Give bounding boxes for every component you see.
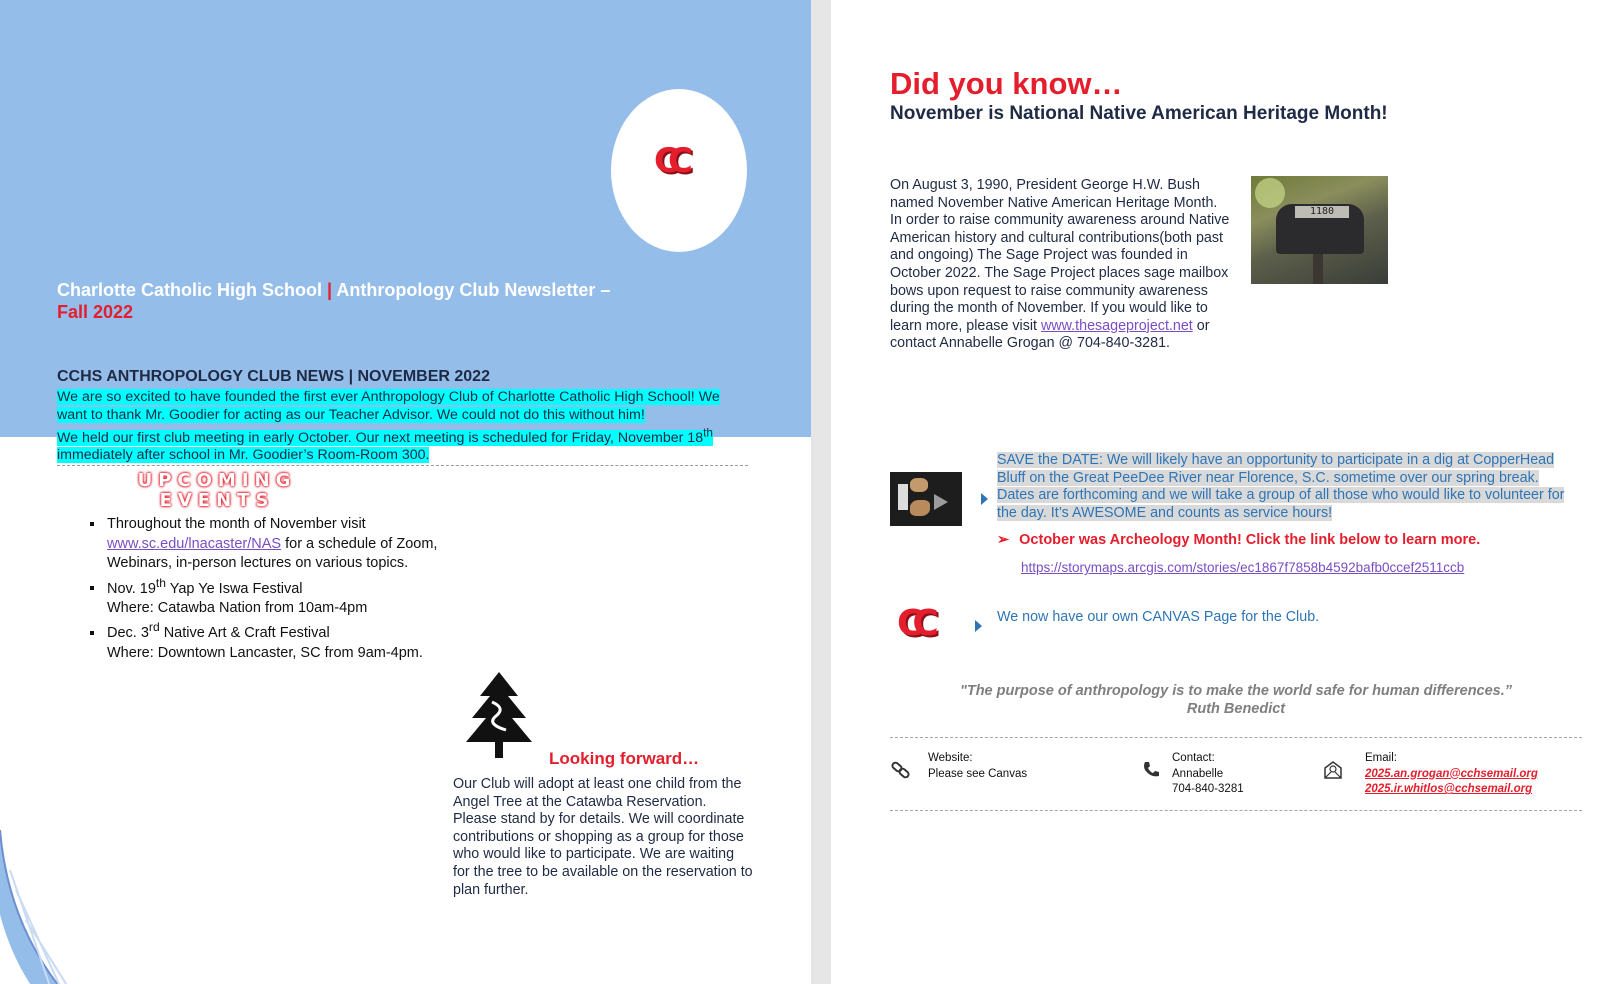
heritage-text-end: or contact Annabelle Grogan @ 704-840-3281.: [890, 317, 1210, 352]
upcoming-events-wordart: [72, 471, 362, 511]
list-item: [105, 515, 465, 574]
title-separator: |: [327, 280, 333, 300]
item-date-sup: th: [155, 575, 166, 590]
corner-decoration: [0, 830, 100, 984]
footer-divider-bottom: [890, 810, 1582, 811]
news-line-2-sup: th: [703, 425, 713, 439]
news-body: [57, 389, 752, 465]
sage-mailbox-photo: [1251, 176, 1388, 284]
arrow-bullet-icon: ➢: [997, 532, 1010, 548]
item-title: Native Art & Craft Festival: [159, 625, 330, 642]
link-icon: [891, 760, 911, 780]
quote-author: Ruth Benedict: [1186, 700, 1286, 717]
email-label: Email:: [1365, 752, 1397, 764]
email-link-2[interactable]: 2025.ir.whitlos@cchsemail.org: [1365, 783, 1533, 795]
heritage-text: On August 3, 1990, President George H.W. Bush named November Native American Heritage Month. In order to raise community awareness around Native American history and cultural contributions(both past and ongoing) The Sage Project was founded in October 2022. The Sage Project places sage mailbox bows upon request to raise community awareness during the month of November. If you would like to learn more, please visit: [890, 177, 1230, 334]
upcoming-line: UPCOMING: [137, 470, 297, 491]
cc-logo-icon: CC: [654, 141, 682, 181]
looking-forward-body: Our Club will adopt at least one child from the Angel Tree at the Catawba Reservation. Please stand by for details. We will coordinate contributions or shopping as a group for those who would like to participate. We are waiting for the tree to be available on the reservation to plan further.: [453, 776, 753, 898]
mailbox-number: 1180: [1295, 206, 1349, 218]
pine-tree-icon: [466, 672, 532, 758]
news-heading: CCHS ANTHROPOLOGY CLUB NEWS | NOVEMBER 2022: [57, 368, 490, 385]
email-link-1[interactable]: 2025.an.grogan@cchsemail.org: [1365, 767, 1538, 780]
item-text: Throughout the month of November visit: [107, 516, 366, 532]
arrowhead-icon: [934, 494, 948, 510]
nas-link[interactable]: www.sc.edu/lnacaster/NAS: [107, 535, 282, 552]
item-title: Yap Ye Iswa Festival: [165, 580, 303, 597]
news-line-1: We are so excited to have founded the first ever Anthropology Club of Charlotte Catholic High School! We want to thank Mr. Goodier for acting as our Teacher Advisor. We could not do this without him!: [57, 389, 720, 423]
item-date: Dec. 3: [107, 625, 149, 642]
item-where: Where: Catawba Nation from 10am-4pm: [107, 599, 368, 616]
contact-block: [1172, 751, 1244, 798]
bush: [1255, 178, 1285, 208]
archeology-month: [997, 532, 1480, 548]
canvas-announcement: We now have our own CANVAS Page for the Club.: [997, 609, 1320, 625]
artifact-sherd: [910, 500, 930, 516]
newsletter-name: Anthropology Club Newsletter –: [336, 280, 611, 300]
artifact-scale: [898, 484, 908, 510]
list-item: [105, 574, 465, 619]
item-date: Nov. 19: [107, 580, 156, 597]
save-the-date-text: SAVE the DATE: We will likely have an opportunity to participate in a dig at CopperHead Bluff on the Great PeeDee River near Florence, S.C. sometime over our spring break. Dates are forthcoming and we will take a group of all those who would like to volunteer for the day. It’s AWESOME and counts as service hours!: [997, 452, 1565, 521]
website-block: [928, 751, 1027, 782]
news-line-2b: immediately after school in Mr. Goodier’s Room-Room 300.: [57, 447, 430, 464]
archeology-text: October was Archeology Month! Click the link below to learn more.: [1019, 532, 1481, 548]
school-name: Charlotte Catholic High School: [57, 280, 323, 300]
item-text: for a schedule of Zoom, Webinars, in-person lectures on various topics.: [107, 535, 438, 571]
contact-phone: 704-840-3281: [1172, 783, 1244, 795]
newsletter-page-2: [831, 0, 1622, 984]
website-value: Please see Canvas: [928, 767, 1028, 780]
footer-divider-top: [890, 737, 1582, 738]
contact-label: Contact:: [1172, 752, 1215, 764]
sage-project-link[interactable]: www.thesageproject.net: [1040, 317, 1193, 334]
heritage-heading: November is National Native American Heritage Month!: [890, 103, 1388, 124]
did-you-know-heading: Did you know…: [890, 66, 1123, 101]
heritage-body: [890, 177, 1230, 353]
news-line-2: [57, 425, 713, 464]
contact-name: Annabelle: [1172, 767, 1224, 780]
phone-icon: [1141, 760, 1161, 780]
artifact-photo: [890, 472, 962, 526]
cc-logo-icon: CC: [897, 603, 928, 644]
list-item: [105, 618, 465, 663]
mailbox-post: [1313, 254, 1323, 284]
arcgis-link[interactable]: https://storymaps.arcgis.com/stories/ec1867f7858b4592bafb0ccef2511ccb: [1021, 560, 1465, 575]
season: Fall 2022: [57, 302, 134, 322]
divider: [57, 465, 748, 466]
website-label: Website:: [928, 752, 973, 764]
email-icon: [1323, 760, 1343, 780]
events-line: EVENTS: [159, 490, 275, 511]
bullet-arrow-icon: [981, 493, 988, 505]
email-block: [1365, 751, 1538, 798]
artifact-sherd: [910, 478, 928, 492]
item-where: Where: Downtown Lancaster, SC from 9am-4pm.: [107, 644, 423, 661]
logo-oval: [611, 89, 747, 252]
events-list: [80, 515, 465, 663]
looking-forward-title: Looking forward…: [549, 749, 700, 768]
bullet-arrow-icon: [975, 620, 982, 632]
news-line-2a: We held our first club meeting in early October. Our next meeting is scheduled for Friday, November 18: [57, 429, 704, 446]
quote: [891, 683, 1581, 718]
newsletter-title: [57, 279, 697, 323]
item-date-sup: rd: [148, 620, 160, 635]
save-the-date: [997, 452, 1572, 522]
quote-text: "The purpose of anthropology is to make the world safe for human differences.”: [959, 683, 1513, 699]
